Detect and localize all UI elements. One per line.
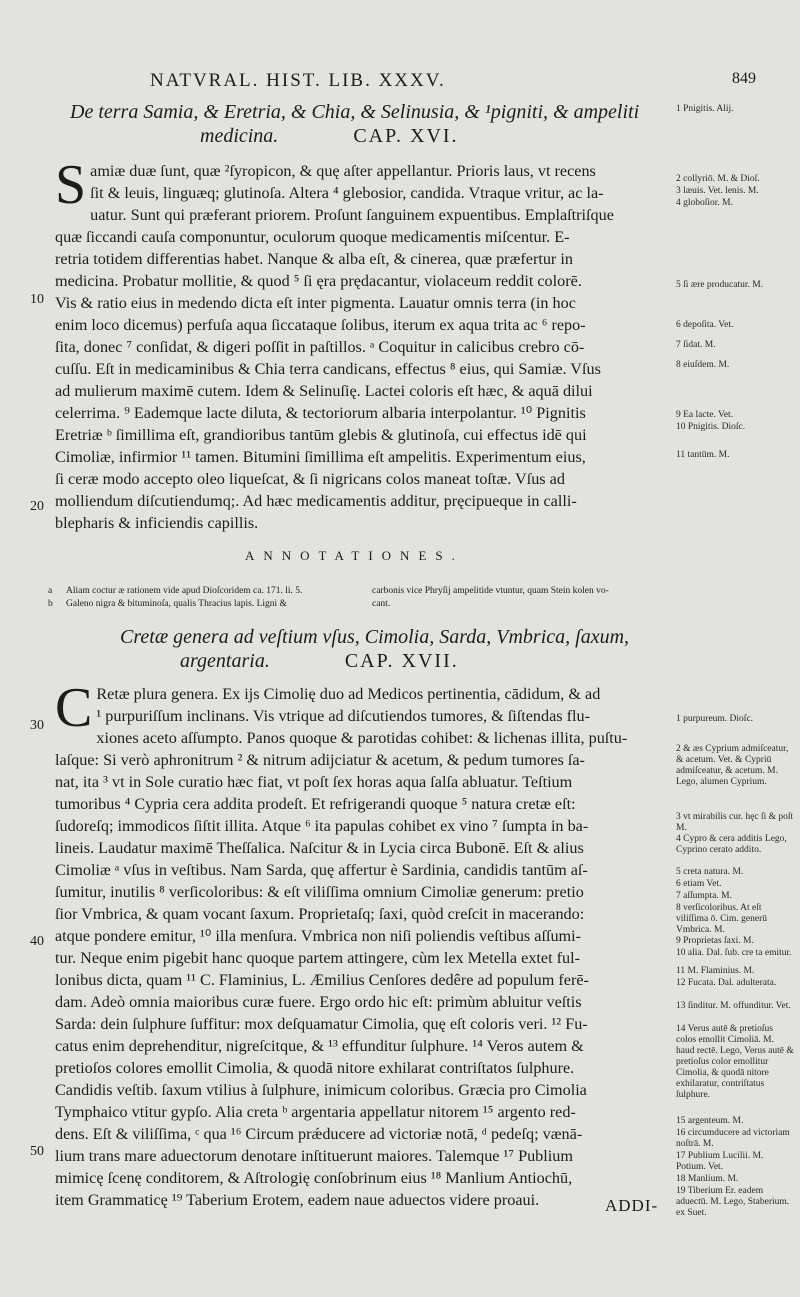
text-line: Vis & ratio eius in medendo dicta eſt inter pigmenta. Lauatur omnis terra (in hoc <box>55 294 576 312</box>
text-line: cuſſu. Eſt in medicaminibus & Chia terra candicans, effectus ⁸ eius, qui Samiæ. Vſus <box>55 360 601 378</box>
text-line: celerrima. ⁹ Eademque lacte diluta, & tectoriorum albaria interpolantur. ¹⁰ Pignitis <box>55 404 586 422</box>
annotation-text: Galeno nigra & bituminoſa, qualis Thracius lapis. Ligni & <box>66 599 287 609</box>
text-line: ¹ purpuriſſum inclinans. Vis vtrique ad diſcutiendos tumores, & ſiſtendas flu- <box>96 707 590 725</box>
annotations-heading: ANNOTATIONES. <box>245 548 464 563</box>
margin-note: 5 ſi ære producatur. M. <box>676 280 764 290</box>
chapter-16-title-line2-wrap <box>70 124 650 148</box>
annotation-mark: b <box>48 599 53 609</box>
margin-note: 11 tantūm. M. <box>676 450 730 460</box>
annotation-text: carbonis vice Phryſij ampelitide vtuntur, quam Stein kolen vo- <box>372 586 609 596</box>
text-line: uatur. Sunt qui præferant priorem. Proſunt ſanguinem expuentibus. Emplaſtriſque <box>90 206 614 224</box>
text-line: molliendum diſcutiendumq;. Ad hæc medicamentis additur, pręcipueque in calli- <box>55 492 577 510</box>
annotation-mark: a <box>48 586 53 596</box>
text-line: ſi ceræ modo accepto oleo liqueſcat, & ſi nigricans colos maneat toſtæ. Vſus ad <box>55 470 565 488</box>
margin-note: 15 argenteum. M. <box>676 1116 744 1126</box>
margin-note: 13 ſinditur. M. offunditur. Vet. <box>676 1001 791 1011</box>
text-line: ſior Vmbrica, & quam vocant ſaxum. Proprietaſq; ſaxi, quòd creſcit in macerando: <box>55 905 585 923</box>
annotation-text: cant. <box>372 599 391 609</box>
margin-note: 4 Cypro & cera additis Lego, Cyprino cerato addito. <box>676 834 787 855</box>
margin-note: 1 Pnigitis. Alij. <box>676 104 734 114</box>
text-line: quæ ſiccandi cauſa componuntur, oculorum quoque medicamentis miſcentur. E- <box>55 228 570 246</box>
margin-note: 10 Pnigitis. Dioſc. <box>676 422 746 432</box>
line-number: 50 <box>30 1144 44 1159</box>
annotation-text: Aliam coctur æ rationem vide apud Dioſcoridem ca. 171. li. 5. <box>66 586 303 596</box>
text-line: enim loco dicemus) perfuſa aqua ſiccataque ſolibus, iterum ex aqua trita ac ⁶ repo- <box>55 316 586 334</box>
text-line: ſit & leuis, linguæq; glutinoſa. Altera ⁴ glebosior, candida. Vtraque vritur, ac la- <box>90 184 604 202</box>
text-line: lium trans mare aduectorum denotare inſtituerunt maiores. Talemque ¹⁷ Publium <box>55 1147 573 1165</box>
margin-note: 8 eiuſdem. M. <box>676 360 730 370</box>
margin-note: 17 Publium Lucilii. M. Potium. Vet. <box>676 1151 764 1172</box>
chapter-17-title-line1: Cretæ genera ad veſtium vſus, Cimolia, Sarda, Vmbrica, ſaxum, <box>120 626 630 648</box>
text-line: ſita, donec ⁷ conſidat, & digeri poſſit in paſtillos. ᵃ Coquitur in calicibus crebro cō- <box>55 338 585 356</box>
margin-note: 8 verſicoloribus. At eſt viliſſima ō. Cim. generū Vmbrica. M. <box>676 903 768 935</box>
chapter-17-title <box>120 625 660 673</box>
margin-note: 5 creta natura. M. <box>676 867 744 877</box>
text-line: retria totidem differentias habet. Nanque & alba eſt, & cinerea, quæ præfertur in <box>55 250 573 268</box>
margin-note: 6 etiam Vet. <box>676 879 722 889</box>
margin-note: 18 Manlium. M. <box>676 1174 739 1184</box>
line-number: 30 <box>30 718 44 733</box>
margin-note: 3 vt mirabilis cur. hęc ſi & poſt M. <box>676 812 794 833</box>
margin-note: 10 alia. Dal. ſub. cre ta emitur. <box>676 948 792 958</box>
text-line: mimicę ſcenę conditorem, & Aſtrologię conſobrinum eius ¹⁸ Manlium Antiochū, <box>55 1169 573 1187</box>
margin-note: 9 Proprietas ſaxi. M. <box>676 936 754 946</box>
margin-note: 3 læuis. Vet. lenis. M. <box>676 186 759 196</box>
text-line: Cimoliæ, infirmior ¹¹ tamen. Bitumini ſimillima eſt ampelitis. Experimentum eius, <box>55 448 586 466</box>
chapter-16-cap-label: CAP. XVI. <box>353 125 459 147</box>
margin-note: 7 aſſumpta. M. <box>676 891 732 901</box>
margin-note: 16 circumducere ad victoriam noſtrā. M. <box>676 1128 790 1149</box>
text-line: ſumitur, inutilis ⁸ verſicoloribus: & eſt viliſſima omnium Cimoliæ generum: pretio <box>55 883 584 901</box>
margin-note: 14 Verus autē & pretioſus colos emollit Cimoliā. M. haud rectē. Lego, Verus autē & pretioſus color emollitur Cimolia, & quodā nitore exhilaratur, contriſtatus ſulphure. <box>676 1024 794 1100</box>
text-line: item Grammaticę ¹⁹ Taberium Erotem, eadem naue aduectos videre proaui. <box>55 1191 540 1209</box>
text-line: catus enim deprehenditur, nigreſcitque, & ¹³ effunditur ſulphure. ¹⁴ Veros autem & <box>55 1037 584 1055</box>
text-line: ad mulierum maximē cutem. Idem & Selinuſię. Lactei coloris eſt hæc, & aquā dilui <box>55 382 593 400</box>
chapter-16-title <box>70 100 650 148</box>
margin-note: 2 & æs Cyprium admiſceatur, & acetum. Vet. & Cypriū admiſceatur, & acetum. M. Lego, alumen Cyprium. <box>676 744 789 787</box>
text-line: atque pondere emitur, ¹⁰ illa menſura. Vmbrica non niſi poliendis veſtibus aſſumi- <box>55 927 582 945</box>
text-line: Cimoliæ ᵃ vſus in veſtibus. Nam Sarda, quę affertur è Sardinia, candidis tantūm aſ- <box>55 861 588 879</box>
chapter-17-title-line2-wrap <box>120 649 660 673</box>
chapter-16-body <box>55 154 647 534</box>
drop-cap: C <box>55 677 93 739</box>
drop-cap: S <box>55 154 87 216</box>
chapter-17-title-line2: argentaria. <box>180 650 270 672</box>
text-line: tumoribus ⁴ Cypria cera addita prodeſt. Et refrigerandi quoque ⁵ natura cretæ eſt: <box>55 795 576 813</box>
text-line: Tymphaico vtitur gypſo. Alia creta ᵇ argentaria appellatur nitorem ¹⁵ argento red- <box>55 1103 576 1121</box>
chapter-16-title-line1: De terra Samia, & Eretria, & Chia, & Selinusia, & ¹pigniti, & ampeliti <box>70 101 640 123</box>
chapter-16-title-line2: medicina. <box>200 125 279 147</box>
margin-note: 7 ſidat. M. <box>676 340 716 350</box>
text-line: nat, ita ³ vt in Sole curatio hæc fiat, vt poſt ſex horas aqua ſalſa abluatur. Teſtium <box>55 773 573 791</box>
text-line: dam. Adeò omnia maioribus curæ fuere. Ergo ordo hic eſt: primùm abluitur veſtis <box>55 993 582 1011</box>
margin-note: 9 Ea lacte. Vet. <box>676 410 734 420</box>
margin-note: 6 depoſita. Vet. <box>676 320 734 330</box>
text-line: medicina. Probatur mollitie, & quod ⁵ ſi ęra prędacantur, violaceum reddit colorē. <box>55 272 582 290</box>
text-line: lineis. Laudatur maximē Theſſalica. Naſcitur & in Lycia circa Bubonē. Eſt & alius <box>55 839 584 857</box>
text-line: xiones aceto aſſumpto. Panos quoque & parotidas cohibet: & lichenas illita, puſtu- <box>96 729 628 747</box>
chapter-17-cap-label: CAP. XVII. <box>344 650 459 672</box>
catchword: ADDI- <box>605 1196 659 1215</box>
text-line: Retæ plura genera. Ex ijs Cimolię duo ad Medicos pertinentia, cādidum, & ad <box>96 685 601 703</box>
text-line: amiæ duæ ſunt, quæ ²ſyropicon, & quę aſter appellantur. Prioris laus, vt recens <box>90 162 596 180</box>
text-line: Candidis veſtib. ſaxum vtilius à ſulphure, inimicum coloribus. Græcia pro Cimolia <box>55 1081 587 1099</box>
line-number: 20 <box>30 499 44 514</box>
margin-note: 2 collyriō. M. & Dioſ. <box>676 174 760 184</box>
line-number: 40 <box>30 934 44 949</box>
text-line: lonibus dicta, quam ¹¹ C. Flaminius, L. Æmilius Cenſores dedêre ad populum ferē- <box>55 971 589 989</box>
running-head: NATVRAL. HIST. LIB. XXXV. <box>150 70 446 91</box>
line-number: 10 <box>30 292 44 307</box>
margin-note: 11 M. Flaminius. M. <box>676 966 755 976</box>
chapter-17-body <box>55 677 647 1211</box>
text-line: ſudoreſq; immodicos ſiſtit illita. Atque ⁶ ita papulas cohibet ex vino ⁷ ſumpta in ba- <box>55 817 589 835</box>
page-number: 849 <box>732 70 756 87</box>
margin-note: 12 Fucata. Dal. adulterata. <box>676 978 777 988</box>
text-line: Eretriæ ᵇ ſimillima eſt, grandioribus tantūm glebis & glutinoſa, cui effectus idē qui <box>55 426 587 444</box>
text-line: tur. Neque enim pigebit hanc quoque partem attingere, cùm lex Metella extet ful- <box>55 949 581 967</box>
margin-note: 4 globoſior. M. <box>676 198 734 208</box>
text-line: dens. Eſt & viliſſima, ᶜ qua ¹⁶ Circum prǽducere ad victoriæ notā, ᵈ pedeſq; vænā- <box>55 1125 583 1143</box>
margin-note: 1 purpureum. Dioſc. <box>676 714 754 724</box>
text-line: blepharis & inficiendis capillis. <box>55 514 259 532</box>
margin-note: 19 Tiberium Er. eadem aduectū. M. Lego, Staberium. ex Suet. <box>676 1186 790 1218</box>
text-line: Sarda: dein ſulphure ſuffitur: mox deſquamatur Cimolia, quę eſt coloris veri. ¹² Fu- <box>55 1015 588 1033</box>
text-line: pretioſos colores emollit Cimolia, & quodā nitore exhilarat contriſtatos ſulphure. <box>55 1059 575 1077</box>
text-line: laſque: Si verò aphronitrum ² & nitrum adijciatur & acetum, & pedum tumores ſa- <box>55 751 585 769</box>
